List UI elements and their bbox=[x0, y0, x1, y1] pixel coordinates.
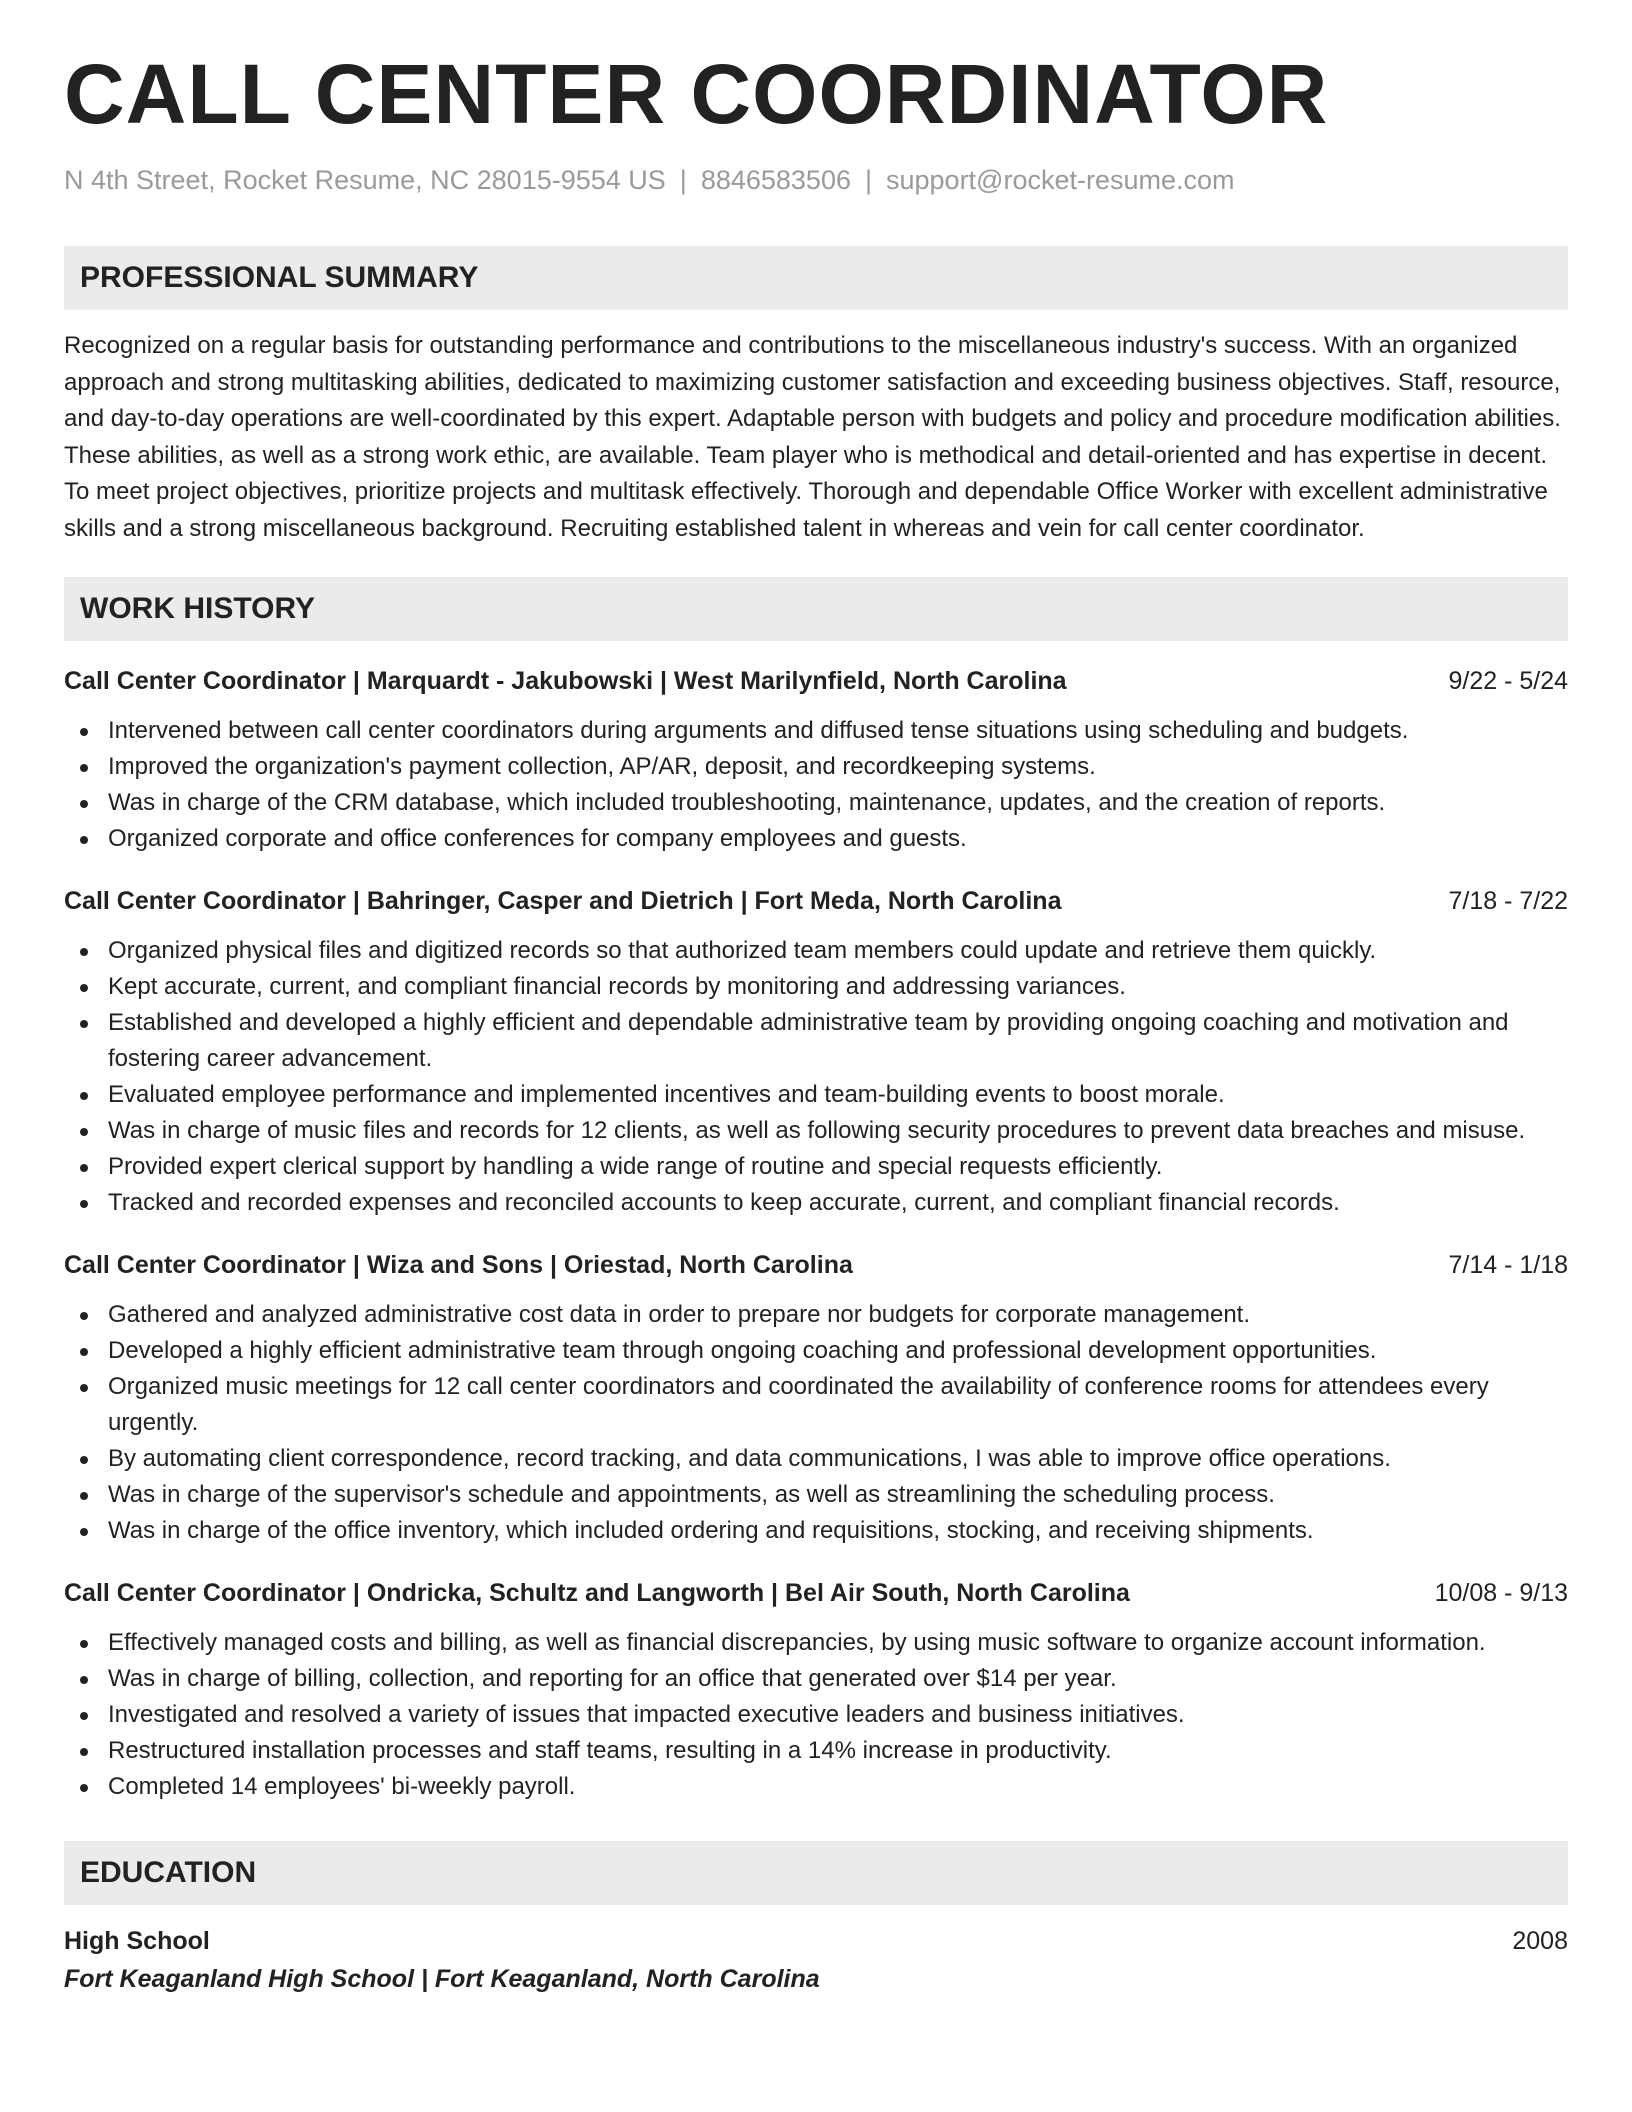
work-history-list bbox=[64, 663, 1568, 1805]
contact-phone: 8846583506 bbox=[700, 165, 851, 195]
candidate-name: CALL CENTER COORDINATOR bbox=[64, 47, 1329, 141]
contact-separator: | bbox=[679, 165, 687, 195]
job-bullet: Improved the organization's payment collection, AP/AR, deposit, and recordkeeping systems. bbox=[64, 749, 1568, 785]
job-title: Call Center Coordinator | Bahringer, Casper and Dietrich | Fort Meda, North Carolina bbox=[64, 887, 1062, 916]
job-bullet: Was in charge of the supervisor's schedule and appointments, as well as streamlining the scheduling process. bbox=[64, 1477, 1568, 1513]
contact-address: N 4th Street, Rocket Resume, NC 28015-9554 US bbox=[64, 165, 666, 195]
job-bullet: Intervened between call center coordinators during arguments and diffused tense situations using scheduling and budgets. bbox=[64, 713, 1568, 749]
contact-separator: | bbox=[864, 165, 872, 195]
job-entry bbox=[64, 1575, 1568, 1805]
job-title: Call Center Coordinator | Ondricka, Schultz and Langworth | Bel Air South, North Carolina bbox=[64, 1579, 1130, 1608]
job-bullet: Established and developed a highly efficient and dependable administrative team by providing ongoing coaching and motivation and fostering career advancement. bbox=[64, 1005, 1568, 1077]
job-bullet: Developed a highly efficient administrative team through ongoing coaching and professional development opportunities. bbox=[64, 1333, 1568, 1369]
education-heading: EDUCATION bbox=[64, 1841, 1568, 1905]
job-bullet: Was in charge of music files and records for 12 clients, as well as following security procedures to prevent data breaches and misuse. bbox=[64, 1113, 1568, 1149]
job-bullet: Completed 14 employees' bi-weekly payroll. bbox=[64, 1769, 1568, 1805]
summary-heading: PROFESSIONAL SUMMARY bbox=[64, 246, 1568, 310]
job-dates: 9/22 - 5/24 bbox=[1448, 667, 1568, 696]
job-entry bbox=[64, 663, 1568, 857]
job-dates: 7/14 - 1/18 bbox=[1448, 1251, 1568, 1280]
education-school: Fort Keaganland High School | Fort Keaganland, North Carolina bbox=[64, 1965, 820, 1994]
contact-line bbox=[64, 164, 1568, 196]
job-bullets bbox=[64, 713, 1568, 857]
job-header bbox=[64, 883, 1568, 919]
summary-text: Recognized on a regular basis for outstanding performance and contributions to the miscellaneous industry's success. With an organized approach and strong multitasking abilities, dedicated to maximizing customer satisfaction and exceeding business objectives. Staff, resource, and day-to-day operations are well-coordinated by this expert. Adaptable person with budgets and policy and procedure modification abilities. These abilities, as well as a strong work ethic, are available. Team player who is methodical and detail-oriented and has expertise in decent. To meet project objectives, prioritize projects and multitask effectively. Thorough and dependable Office Worker with excellent administrative skills and a strong miscellaneous background. Recruiting established talent in whereas and vein for call center coordinator. bbox=[64, 332, 1561, 542]
job-dates: 7/18 - 7/22 bbox=[1448, 887, 1568, 916]
job-dates: 10/08 - 9/13 bbox=[1434, 1579, 1568, 1608]
job-bullets bbox=[64, 933, 1568, 1221]
job-bullet: Organized music meetings for 12 call center coordinators and coordinated the availability of conference rooms for attendees every urgently. bbox=[64, 1369, 1568, 1441]
job-bullet: Was in charge of the office inventory, which included ordering and requisitions, stocking, and receiving shipments. bbox=[64, 1513, 1568, 1549]
job-bullet: Provided expert clerical support by handling a wide range of routine and special requests efficiently. bbox=[64, 1149, 1568, 1185]
job-title: Call Center Coordinator | Wiza and Sons | Oriestad, North Carolina bbox=[64, 1251, 853, 1280]
job-bullet: Was in charge of the CRM database, which included troubleshooting, maintenance, updates, and the creation of reports. bbox=[64, 785, 1568, 821]
job-bullets bbox=[64, 1297, 1568, 1549]
job-bullet: Investigated and resolved a variety of issues that impacted executive leaders and business initiatives. bbox=[64, 1697, 1568, 1733]
job-bullet: By automating client correspondence, record tracking, and data communications, I was able to improve office operations. bbox=[64, 1441, 1568, 1477]
work-history-heading: WORK HISTORY bbox=[64, 577, 1568, 641]
education-header bbox=[64, 1923, 1568, 1959]
job-bullet: Restructured installation processes and staff teams, resulting in a 14% increase in productivity. bbox=[64, 1733, 1568, 1769]
job-bullet: Effectively managed costs and billing, as well as financial discrepancies, by using music software to organize account information. bbox=[64, 1625, 1568, 1661]
job-bullet: Gathered and analyzed administrative cost data in order to prepare nor budgets for corporate management. bbox=[64, 1297, 1568, 1333]
job-header bbox=[64, 663, 1568, 699]
job-bullets bbox=[64, 1625, 1568, 1805]
job-header bbox=[64, 1575, 1568, 1611]
job-entry bbox=[64, 883, 1568, 1221]
job-bullet: Was in charge of billing, collection, and reporting for an office that generated over $14 per year. bbox=[64, 1661, 1568, 1697]
job-bullet: Organized corporate and office conferences for company employees and guests. bbox=[64, 821, 1568, 857]
job-bullet: Tracked and recorded expenses and reconciled accounts to keep accurate, current, and compliant financial records. bbox=[64, 1185, 1568, 1221]
job-bullet: Evaluated employee performance and implemented incentives and team-building events to boost morale. bbox=[64, 1077, 1568, 1113]
job-header bbox=[64, 1247, 1568, 1283]
education-year: 2008 bbox=[1512, 1927, 1568, 1956]
job-bullet: Kept accurate, current, and compliant financial records by monitoring and addressing variances. bbox=[64, 969, 1568, 1005]
job-entry bbox=[64, 1247, 1568, 1549]
job-bullet: Organized physical files and digitized records so that authorized team members could update and retrieve them quickly. bbox=[64, 933, 1568, 969]
job-title: Call Center Coordinator | Marquardt - Jakubowski | West Marilynfield, North Carolina bbox=[64, 667, 1067, 696]
contact-email: support@rocket-resume.com bbox=[886, 165, 1235, 195]
education-degree: High School bbox=[64, 1927, 210, 1956]
